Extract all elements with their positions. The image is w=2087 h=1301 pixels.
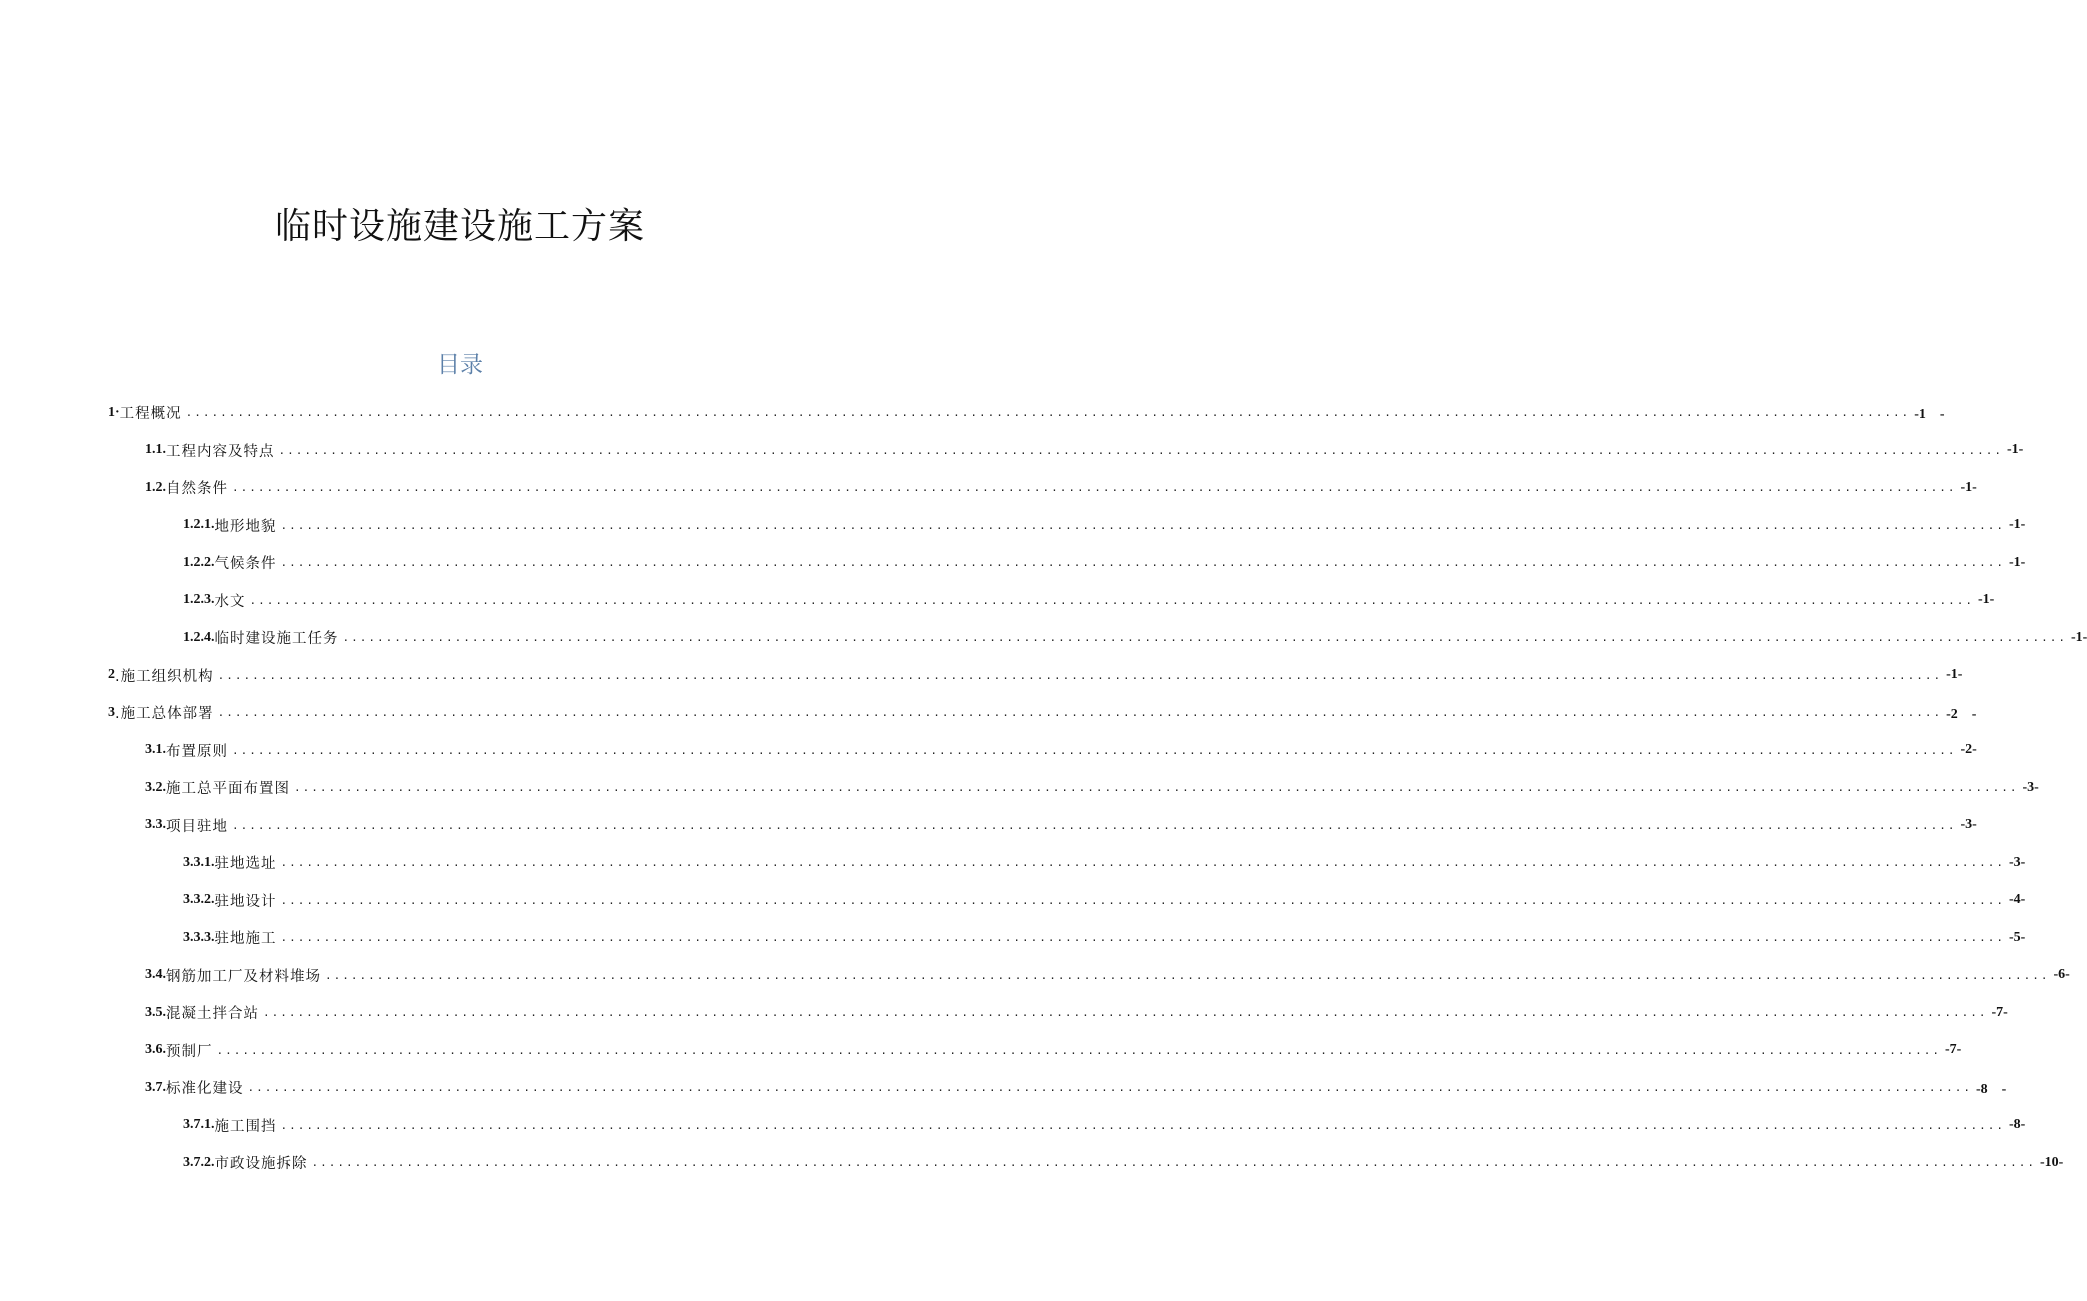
toc-number: 2: [108, 667, 115, 683]
toc-leader: ........................................................................................................................................................................................................: [280, 1118, 2006, 1132]
toc-page: -10-: [2040, 1154, 2064, 1170]
toc-number: 3.6.: [145, 1042, 166, 1058]
toc-title: 布置原则: [166, 743, 228, 760]
toc-title: 市政设施拆除: [214, 1156, 308, 1173]
toc-leader: ........................................................................................................................................................................................................: [278, 443, 2004, 457]
toc-number: 1.1.: [145, 442, 166, 458]
toc-leader: ........................................................................................................................................................................................................: [217, 668, 1943, 682]
toc-page: -7-: [1945, 1042, 1962, 1058]
toc-leader: ........................................................................................................................................................................................................: [280, 931, 2006, 945]
toc-entry-1-2-3[interactable]: [0, 582, 1995, 620]
toc-page: -2 -: [1946, 706, 1977, 722]
toc-title: 水文: [214, 593, 246, 610]
toc-entry-3-7-2[interactable]: [0, 1144, 2064, 1182]
toc-title: 气候条件: [214, 556, 277, 573]
toc-page: -1-: [2009, 517, 2026, 533]
document-title: 临时设施建设施工方案: [274, 206, 645, 247]
toc-title: 施工围挡: [214, 1118, 277, 1135]
toc-number: 3.1.: [145, 742, 166, 758]
toc-number: 3.7.1.: [183, 1117, 215, 1133]
toc-entry-3-7-1[interactable]: [0, 1107, 2026, 1145]
toc-entry-1-2[interactable]: [0, 469, 1977, 507]
toc-title: 预制厂: [166, 1043, 213, 1060]
toc-page: -7-: [1991, 1004, 2008, 1020]
toc-page: -4-: [2009, 892, 2026, 908]
toc-title: 驻地设计: [214, 893, 277, 910]
toc-number: 3.3.2.: [183, 892, 215, 908]
table-of-contents: [0, 394, 2087, 1182]
toc-number: 1.2.: [145, 479, 166, 495]
toc-page: -8-: [2009, 1117, 2026, 1133]
toc-number: 3: [108, 704, 115, 720]
toc-page: -1-: [2071, 629, 2087, 645]
toc-page: -1-: [1946, 667, 1963, 683]
toc-page: -1-: [1960, 479, 1977, 495]
toc-page: -3-: [2022, 779, 2039, 795]
toc-entry-3-7[interactable]: [0, 1069, 2007, 1107]
toc-entry-3-6[interactable]: [0, 1032, 1962, 1070]
toc-number: 3.2.: [145, 779, 166, 795]
toc-leader: ........................................................................................................................................................................................................: [247, 1081, 1973, 1095]
toc-entry-1-1[interactable]: [0, 432, 2024, 470]
toc-number: 1.2.2.: [183, 554, 215, 570]
toc-number: 1.2.3.: [183, 592, 215, 608]
toc-title: 施工总平面布置图: [166, 781, 290, 798]
toc-leader: ........................................................................................................................................................................................................: [280, 518, 2006, 532]
toc-number: 3.4.: [145, 967, 166, 983]
toc-page: -8 -: [1976, 1081, 2007, 1097]
toc-number: 1.2.4.: [183, 629, 215, 645]
toc-leader: ........................................................................................................................................................................................................: [294, 781, 2019, 795]
toc-title: 标准化建设: [166, 1081, 244, 1098]
toc-entry-3-3-1[interactable]: [0, 844, 2026, 882]
toc-title: 驻地选址: [214, 856, 277, 873]
toc-entry-3-3-2[interactable]: [0, 882, 2026, 920]
toc-title: 项目驻地: [166, 818, 228, 835]
toc-number: 1.2.1.: [183, 517, 215, 533]
toc-leader: ........................................................................................................................................................................................................: [325, 968, 2050, 982]
toc-leader: ........................................................................................................................................................................................................: [232, 743, 1957, 757]
toc-number: 3.3.1.: [183, 854, 215, 870]
toc-entry-3[interactable]: [0, 694, 1977, 732]
toc-leader: ........................................................................................................................................................................................................: [311, 1156, 2037, 1170]
toc-title: 工程概况: [119, 406, 182, 423]
toc-title: 自然条件: [166, 481, 228, 498]
toc-title: 驻地施工: [214, 931, 277, 948]
toc-leader: ........................................................................................................................................................................................................: [249, 593, 1975, 607]
toc-title: .施工总体部署: [115, 706, 214, 723]
toc-entry-3-5[interactable]: [0, 994, 2008, 1032]
toc-entry-3-4[interactable]: [0, 957, 2070, 995]
toc-page: -1-: [2007, 442, 2024, 458]
toc-page: -2-: [1960, 742, 1977, 758]
toc-entry-3-1[interactable]: [0, 732, 1977, 770]
toc-entry-1[interactable]: [0, 394, 1945, 432]
toc-title: 钢筋加工厂及材料堆场: [166, 968, 321, 985]
toc-number: 3.5.: [145, 1004, 166, 1020]
toc-page: -3-: [2009, 854, 2026, 870]
toc-number: 3.3.3.: [183, 929, 215, 945]
toc-page: -3-: [1960, 817, 1977, 833]
toc-leader: ........................................................................................................................................................................................................: [216, 1043, 1942, 1057]
toc-entry-1-2-4[interactable]: [0, 619, 2087, 657]
toc-leader: ........................................................................................................................................................................................................: [342, 631, 2068, 645]
toc-leader: ........................................................................................................................................................................................................: [232, 818, 1957, 832]
toc-number: 1·: [108, 404, 120, 420]
toc-page: -1-: [2009, 554, 2026, 570]
toc-leader: ........................................................................................................................................................................................................: [280, 856, 2006, 870]
toc-title: 工程内容及特点: [166, 443, 275, 460]
toc-title: 地形地貌: [214, 518, 277, 535]
toc-page: -1-: [1978, 592, 1995, 608]
toc-title: .施工组织机构: [115, 668, 214, 685]
toc-leader: ........................................................................................................................................................................................................: [185, 406, 1911, 420]
toc-page: -6-: [2053, 967, 2070, 983]
toc-entry-3-2[interactable]: [0, 769, 2039, 807]
toc-title: 混凝土拌合站: [166, 1006, 259, 1023]
toc-entry-1-2-1[interactable]: [0, 507, 2026, 545]
toc-leader: ........................................................................................................................................................................................................: [232, 481, 1957, 495]
toc-entry-3-3-3[interactable]: [0, 919, 2026, 957]
toc-leader: ........................................................................................................................................................................................................: [217, 706, 1943, 720]
toc-heading[interactable]: 目录: [437, 352, 483, 378]
toc-entry-3-3[interactable]: [0, 807, 1977, 845]
toc-number: 3.3.: [145, 817, 166, 833]
toc-page: -5-: [2009, 929, 2026, 945]
toc-number: 3.7.: [145, 1079, 166, 1095]
toc-leader: ........................................................................................................................................................................................................: [280, 893, 2006, 907]
toc-entry-2[interactable]: [0, 657, 1963, 695]
toc-entry-1-2-2[interactable]: [0, 544, 2026, 582]
toc-number: 3.7.2.: [183, 1154, 215, 1170]
toc-leader: ........................................................................................................................................................................................................: [263, 1006, 1988, 1020]
toc-page: -1 -: [1914, 406, 1945, 422]
toc-leader: ........................................................................................................................................................................................................: [280, 556, 2006, 570]
toc-title: 临时建设施工任务: [214, 631, 339, 648]
